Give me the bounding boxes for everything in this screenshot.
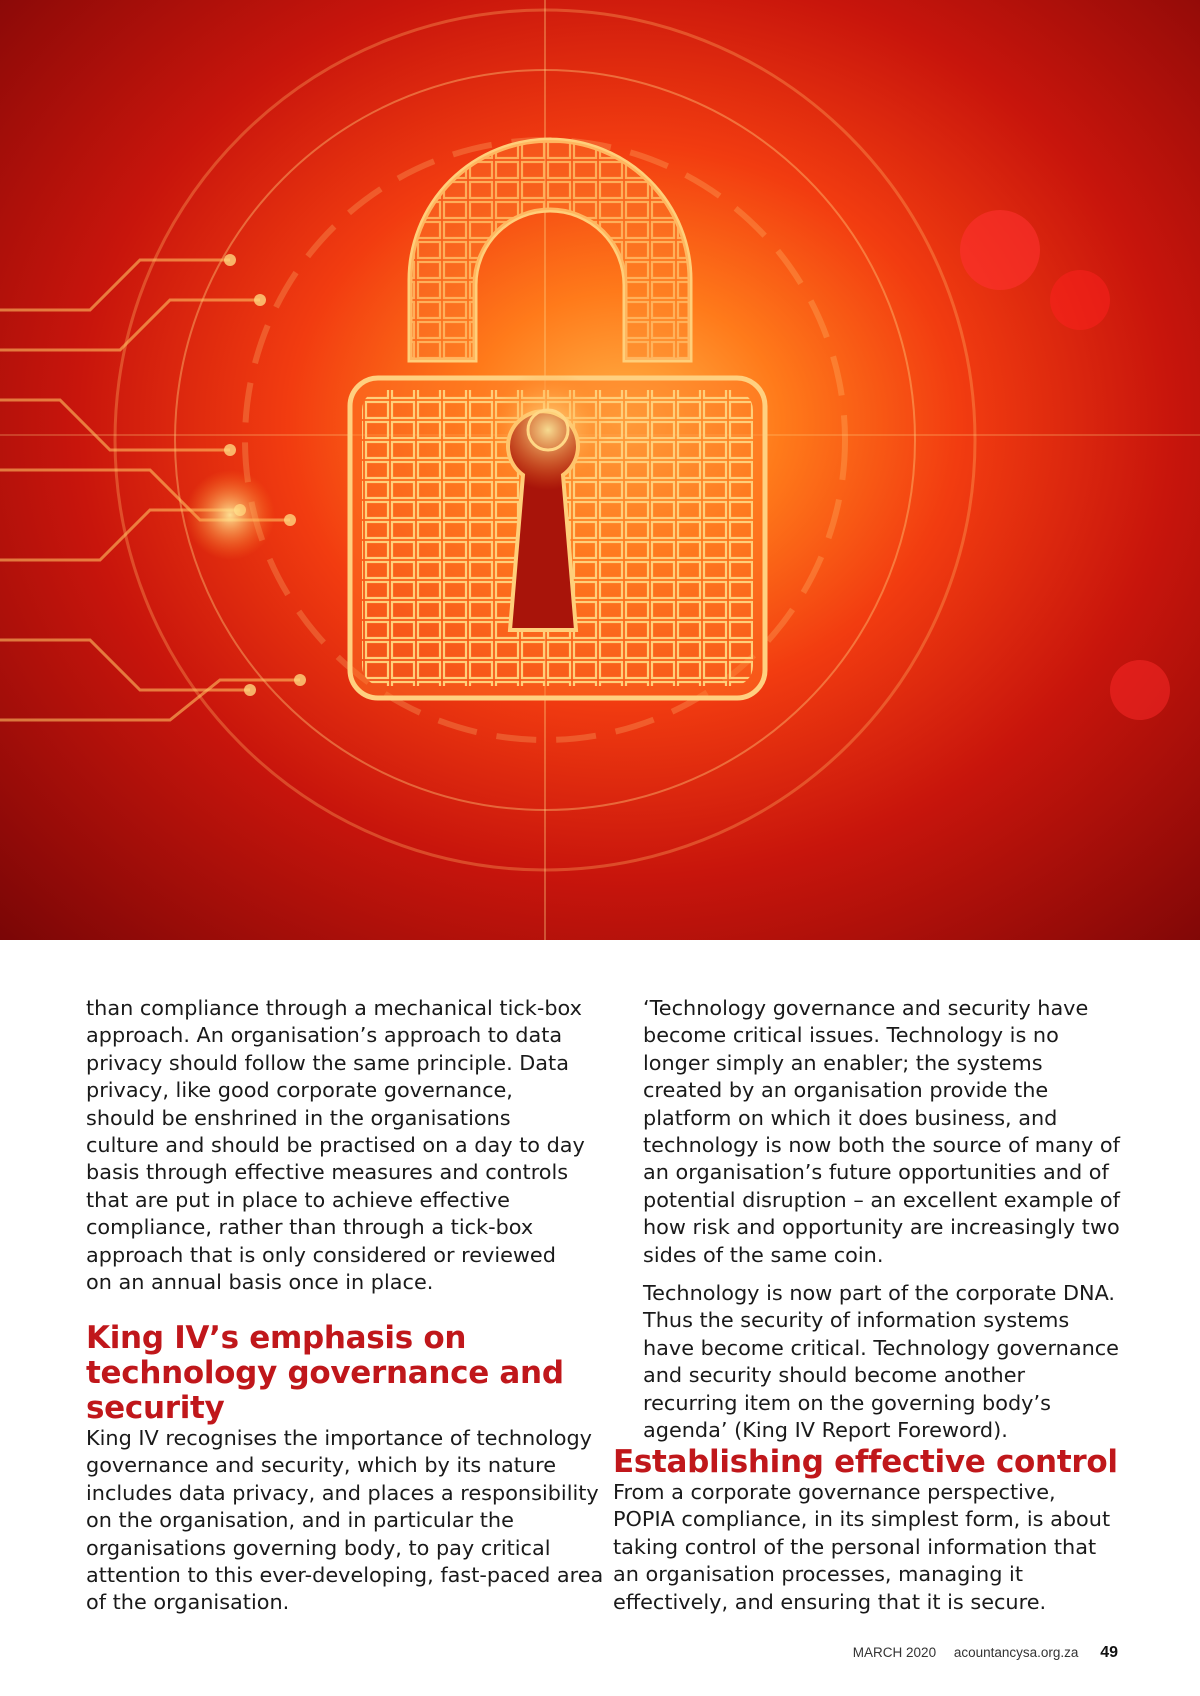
section2-text xyxy=(613,1479,1123,1616)
issue-date: MARCH 2020 xyxy=(852,1645,937,1660)
quote-paragraph: Technology is now part of the corporate DNA. Thus the security of information systems have become critical. Technology governance and security should become another recurring item on the governing body’s agenda’ (King IV Report Foreword). xyxy=(643,1281,1119,1443)
page-footer xyxy=(839,1644,1118,1662)
website-link[interactable]: acountancysa.org.za xyxy=(953,1645,1079,1660)
quote-paragraph: ‘Technology governance and security have become critical issues. Technology is no longer simply an enabler; the systems created by an organisation provide the platform on which it does business, and technology is now both the source of many of an organisation’s future opportunities and of potential disruption – an excellent example of how risk and opportunity are increasingly two sides of the same coin. xyxy=(643,996,1120,1267)
column-left-text xyxy=(86,995,586,1296)
paragraph: From a corporate governance perspective, POPIA compliance, in its simplest form, is about taking control of the personal information that an organisation processes, managing it effectively, and ensuring that it is secure. xyxy=(613,1480,1111,1614)
section-heading: King IV’s emphasis on technology governance and security xyxy=(86,1320,564,1426)
section1-text xyxy=(86,1425,606,1617)
paragraph: than compliance through a mechanical tick-box approach. An organisation’s approach to data privacy should follow the same principle. Data privacy, like good corporate governance, should be enshrined in the organisations culture and should be practised on a day to day basis through effective measures and controls that are put in place to achieve effective compliance, rather than through a tick-box approach that is only considered or reviewed on an annual basis once in place. xyxy=(86,996,585,1295)
page-number: 49 xyxy=(1100,1644,1118,1661)
column-right-text xyxy=(643,995,1123,1445)
section-heading: Establishing effective control xyxy=(613,1444,1118,1480)
paragraph: King IV recognises the importance of technology governance and security, which by its nature includes data privacy, and places a responsibility on the organisation, and in particular the organisations governing body, to pay critical attention to this ever-developing, fast-paced area of the organisation. xyxy=(86,1426,604,1615)
